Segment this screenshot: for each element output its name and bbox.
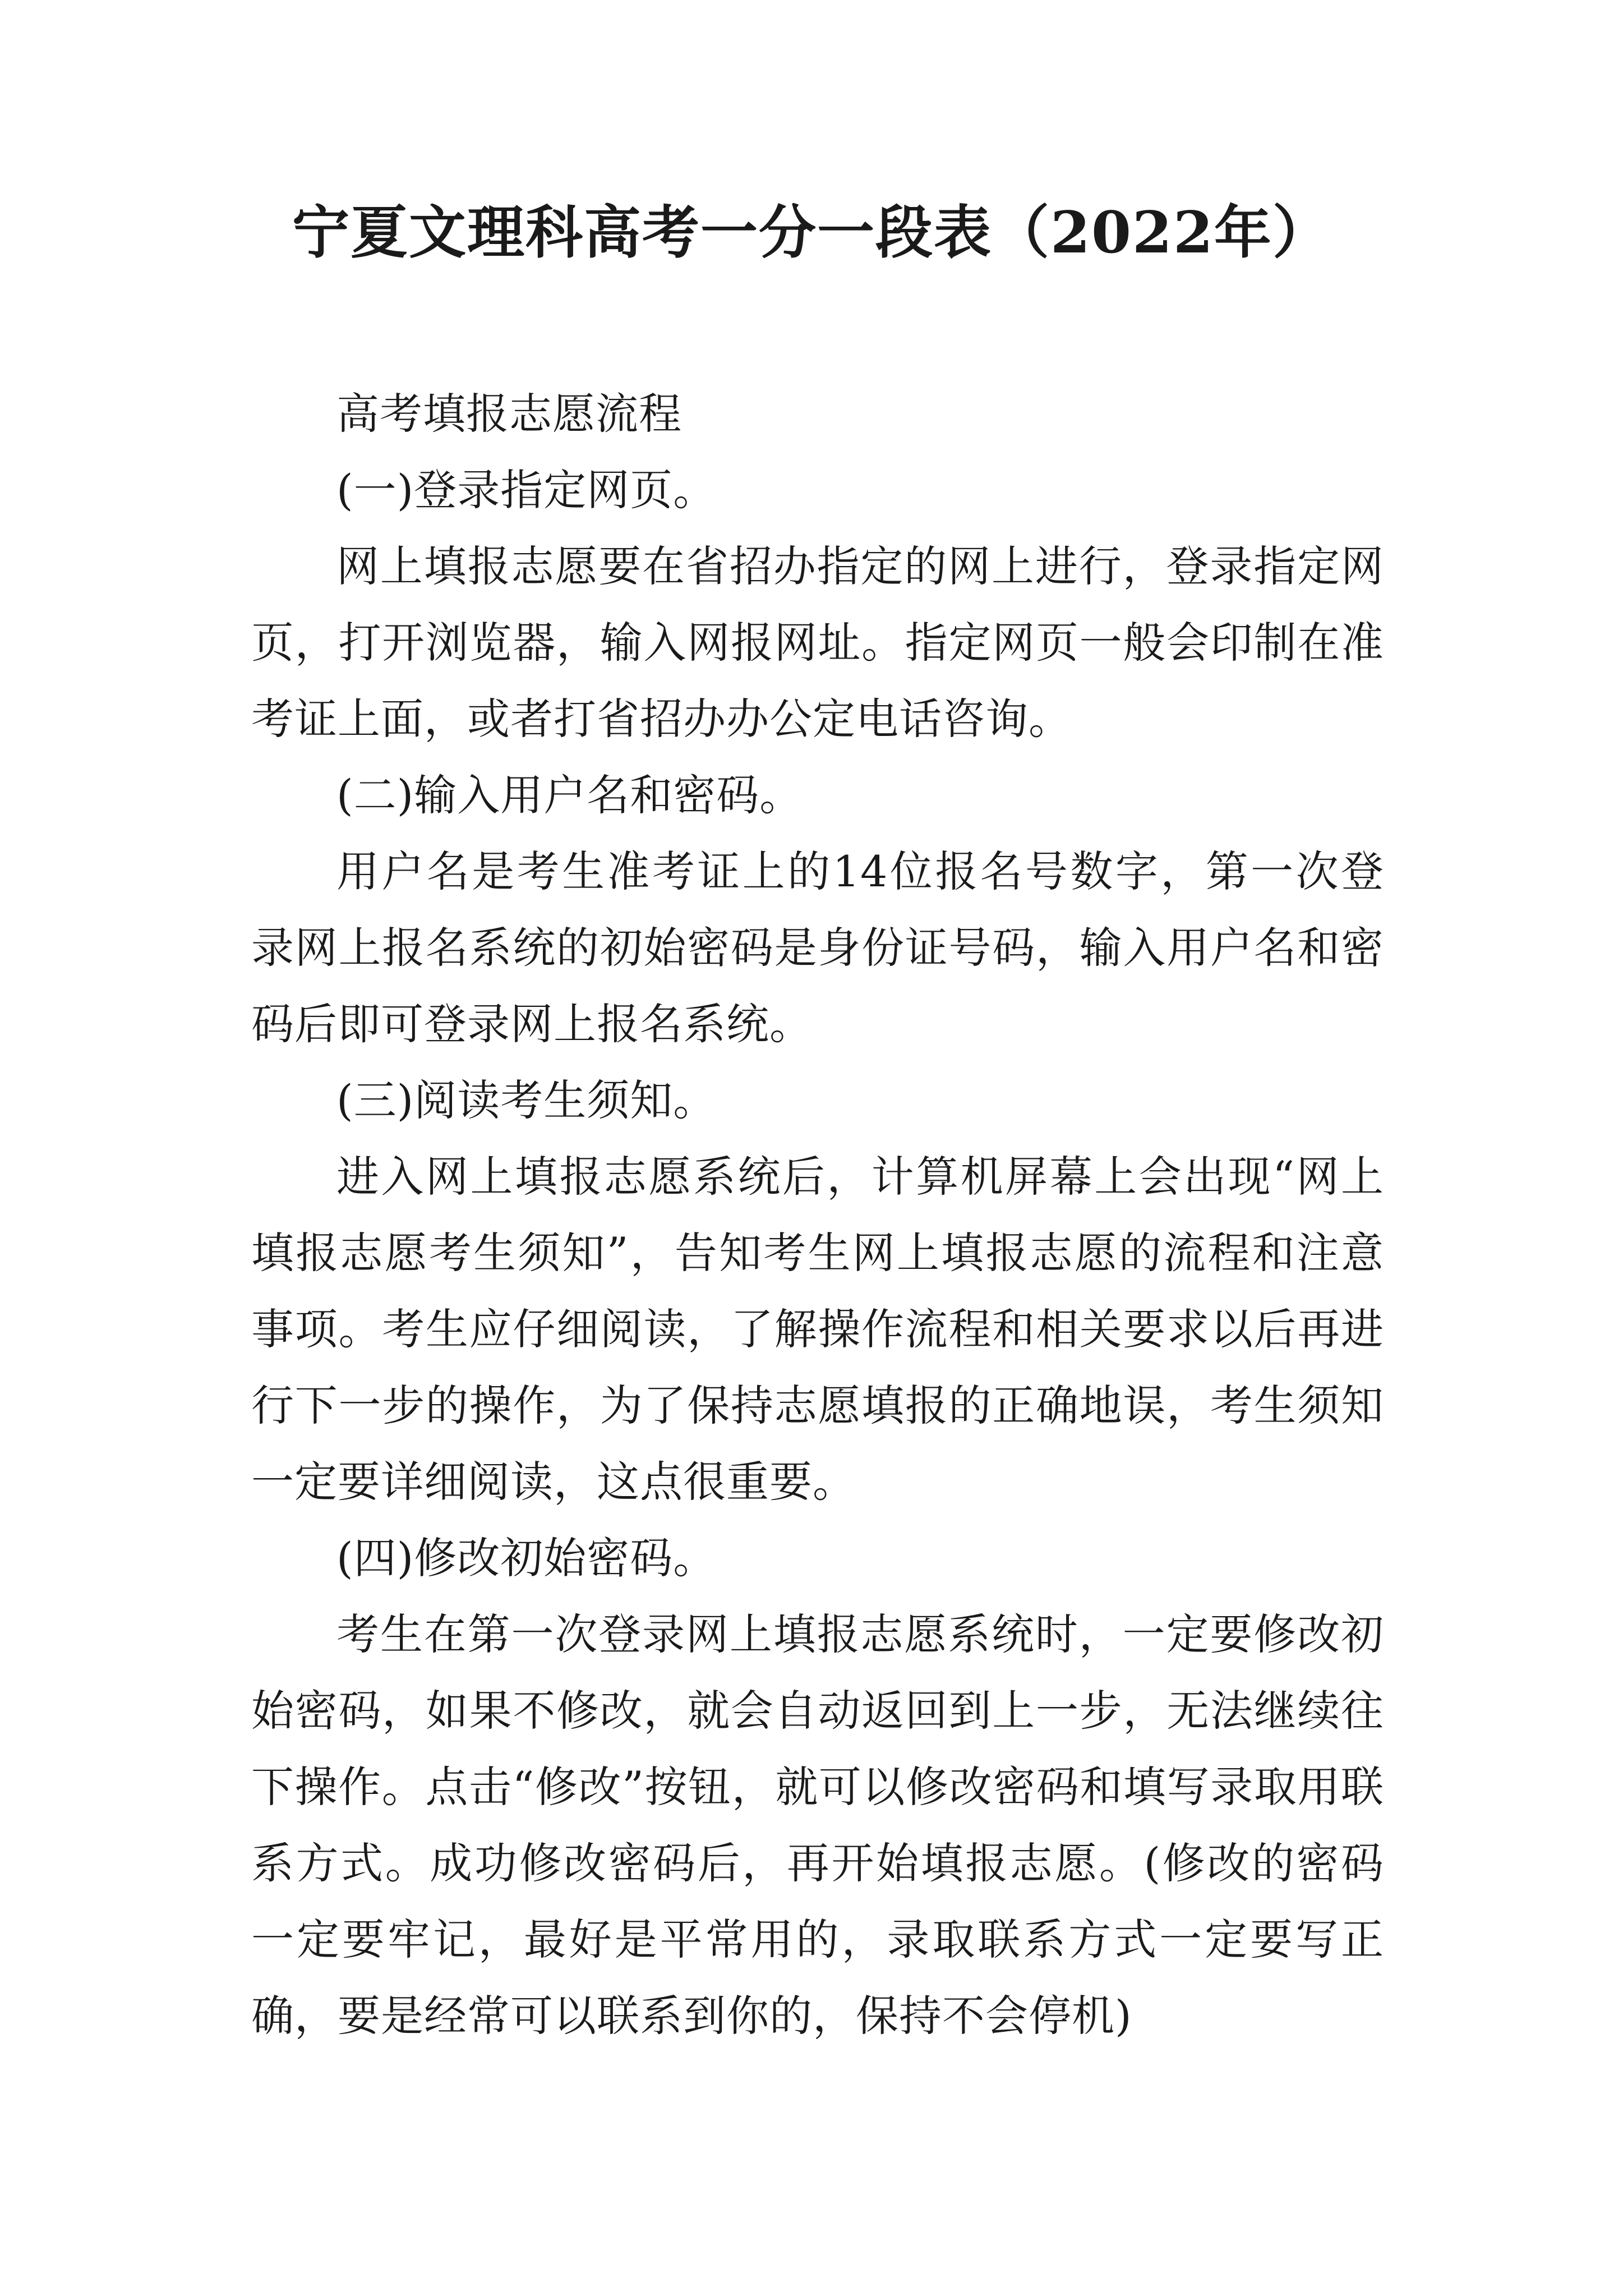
step-4-heading: (四)修改初始密码。 xyxy=(336,1533,717,1583)
step-1-heading: (一)登录指定网页。 xyxy=(336,465,717,515)
step-1-paragraph: 网上填报志愿要在省招办指定的网上进行，登录指定网页，打开浏览器，输入网报网址。指定网页一般会印制在准考证上面，或者打省招办办公定电话咨询。 xyxy=(251,541,1384,744)
step-2-paragraph: 用户名是考生准考证上的14位报名号数字，第一次登录网上报名系统的初始密码是身份证号码，输入用户名和密码后即可登录网上报名系统。 xyxy=(251,846,1384,1049)
step-3-paragraph: 进入网上填报志愿系统后，计算机屏幕上会出现“网上填报志愿考生须知”，告知考生网上填报志愿的流程和注意事项。考生应仔细阅读，了解操作流程和相关要求以后再进行下一步的操作，为了保持志愿填报的正确地误，考生须知一定要详细阅读，这点很重要。 xyxy=(251,1152,1384,1507)
document-body xyxy=(251,376,1384,2054)
document-title: 宁夏文理科高考一分一段表（2022年） xyxy=(292,199,1331,266)
section-heading-process: 高考填报志愿流程 xyxy=(336,389,682,439)
step-4-paragraph: 考生在第一次登录网上填报志愿系统时，一定要修改初始密码，如果不修改，就会自动返回到上一步，无法继续往下操作。点击“修改”按钮，就可以修改密码和填写录取用联系方式。成功修改密码后，再开始填报志愿。(修改的密码一定要牢记，最好是平常用的，录取联系方式一定要写正确，要是经常可以联系到你的，保持不会停机) xyxy=(251,1609,1384,2041)
step-2-heading: (二)输入用户名和密码。 xyxy=(336,770,803,820)
step-3-heading: (三)阅读考生须知。 xyxy=(336,1075,717,1125)
